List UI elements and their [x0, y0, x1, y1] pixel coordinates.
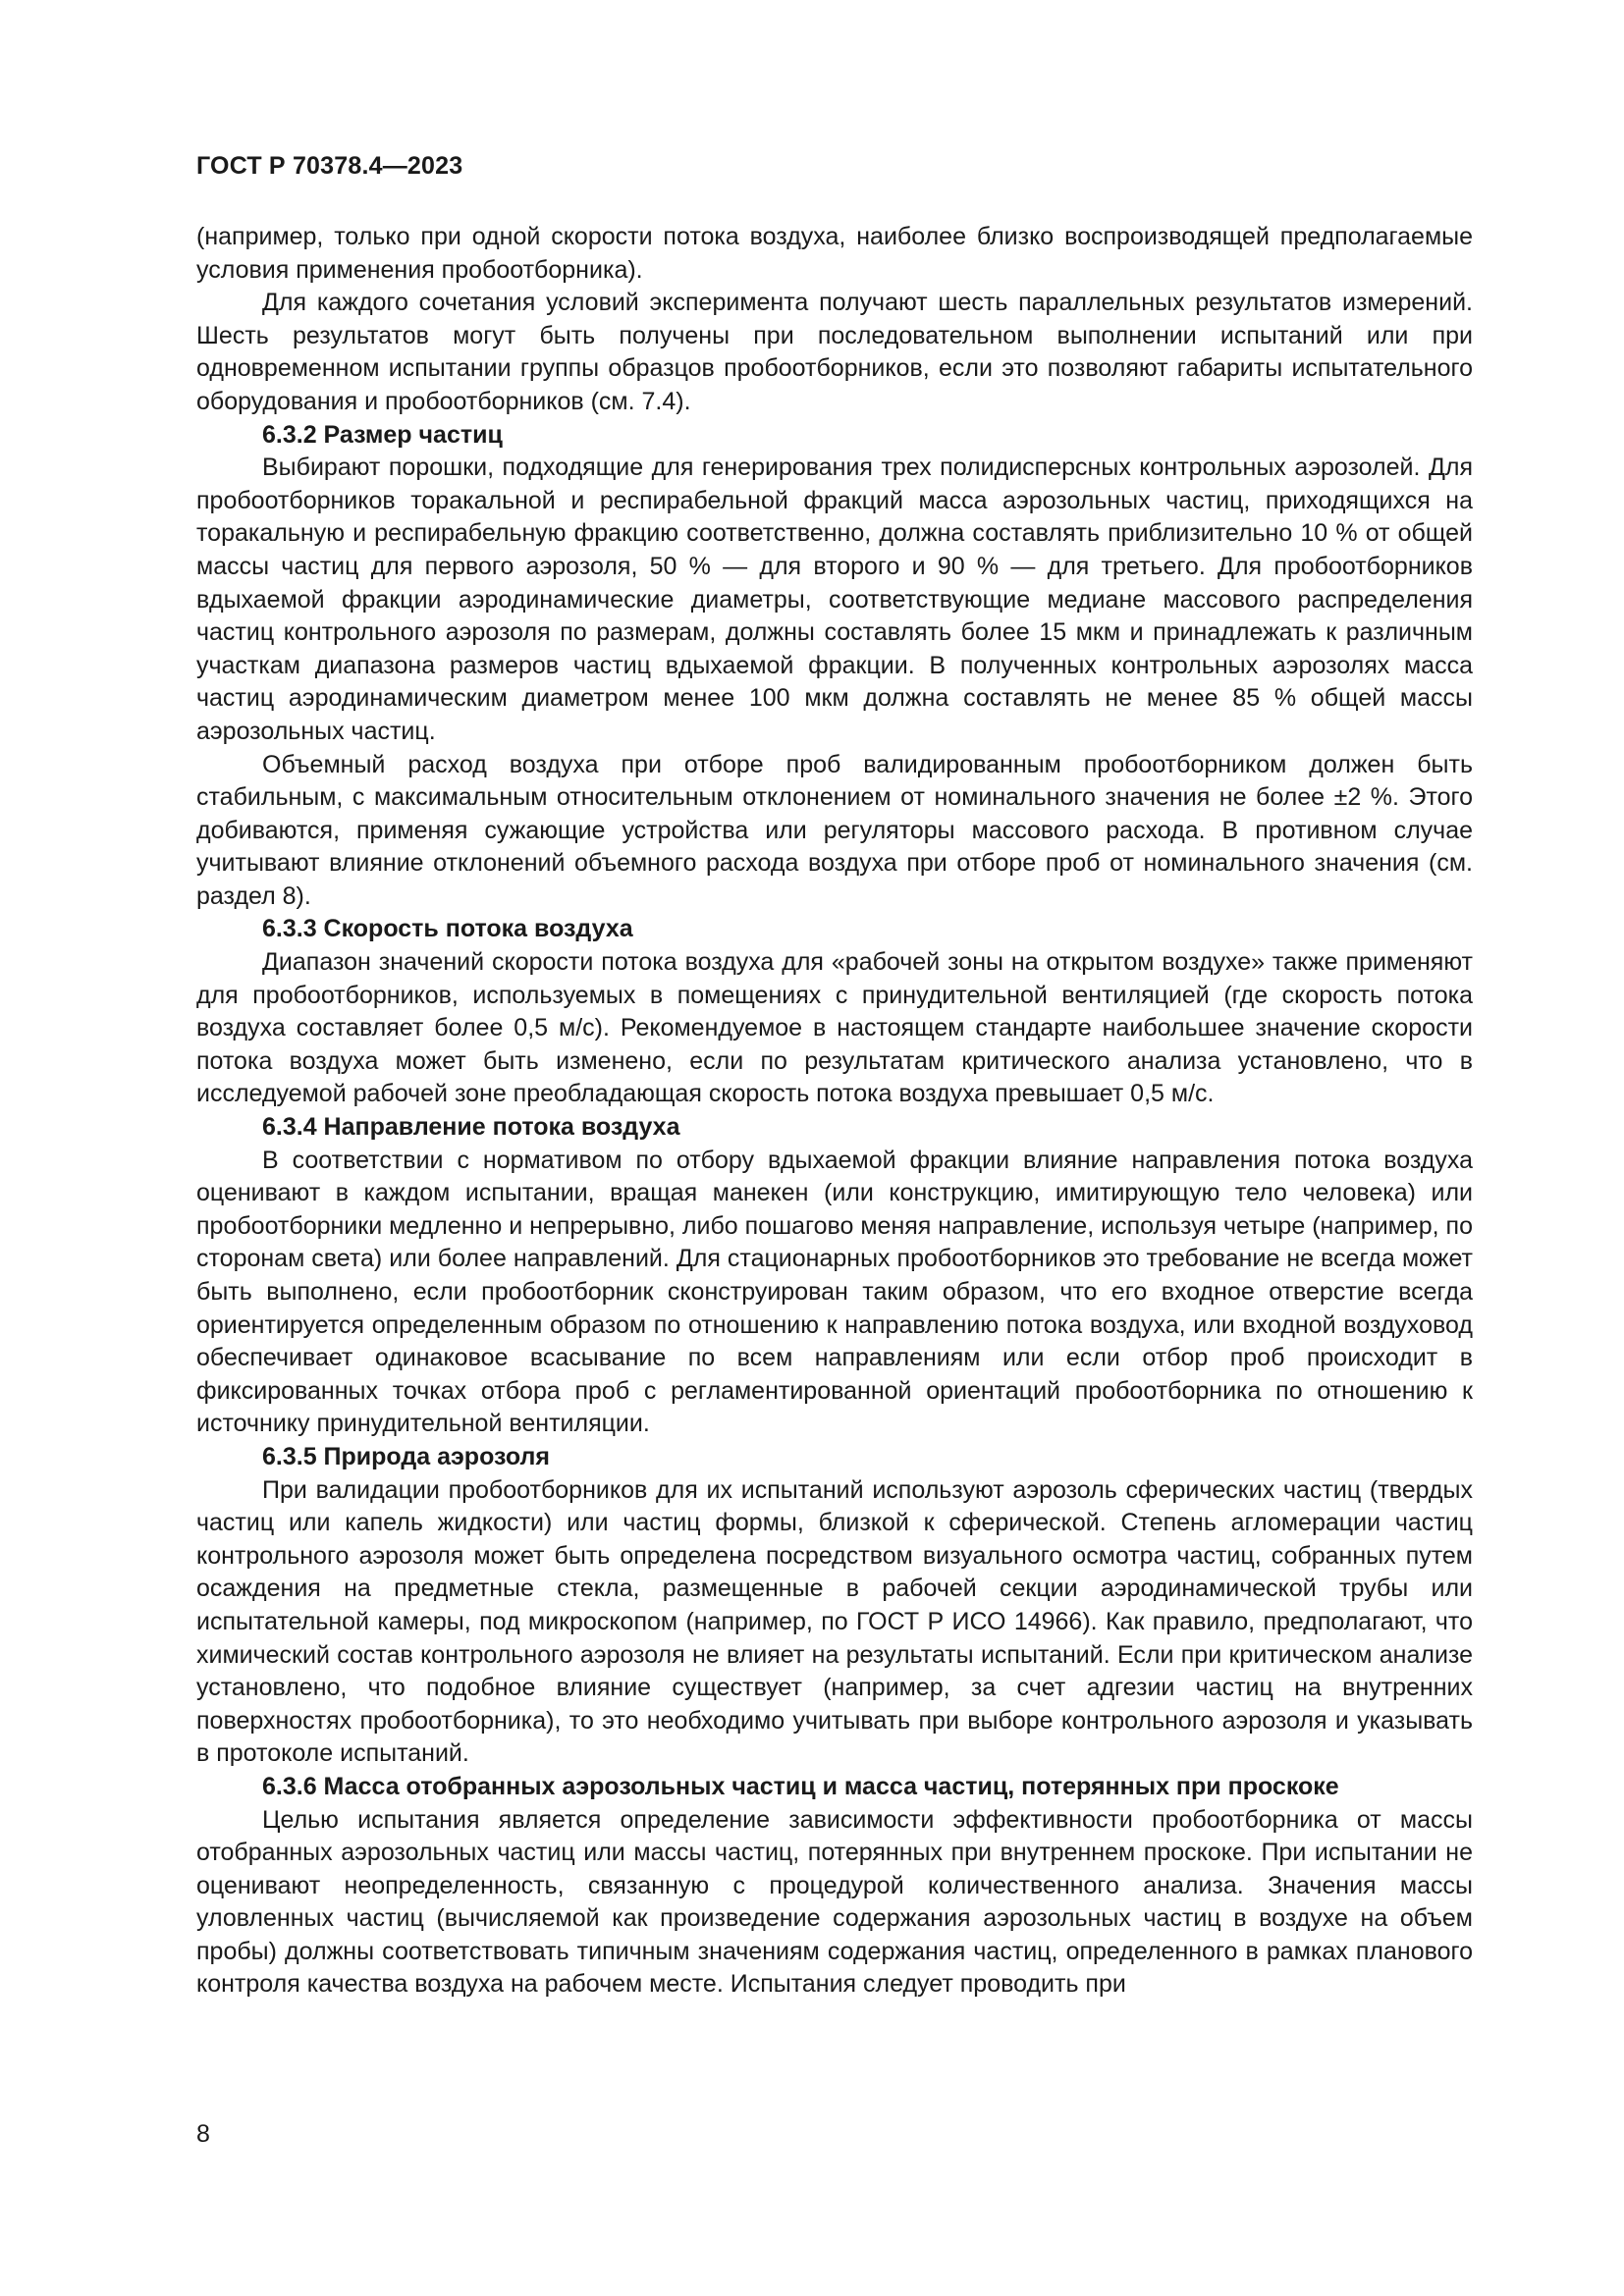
paragraph-air-direction: В соответствии с нормативом по отбору вдыхаемой фракции влияние направления потока воздуха оценивают в каждом испытании, вращая манекен (или конструкцию, имитирующую тело человека) или пробоотборники медленно и непрерывно, либо пошагово меняя направление, используя четыре (например, по сторонам света) или более направлений. Для стационарных пробоотборников это требование не всегда может быть выполнено, если пробоотборник сконструирован таким образом, что его входное отверстие всегда ориентируется определенным образом по отношению к направлению потока воздуха, или входной воздуховод обеспечивает одинаковое всасывание по всем направлениям или если отбор проб происходит в фиксированных точках отбора проб с регламентированной ориентаций пробоотборника по отношению к источнику принудительной вентиляции.: [196, 1146, 1473, 1438]
section-heading-6-3-4: 6.3.4 Направление потока воздуха: [262, 1113, 680, 1142]
paragraph-air-velocity: Диапазон значений скорости потока воздуха для «рабочей зоны на открытом воздухе» также применяют для пробоотборников, используемых в помещениях с принудительной вентиляцией (где скорость потока воздуха составляет более 0,5 м/с). Рекомендуемое в настоящем стандарте наибольшее значение скорости потока воздуха может быть изменено, если по результатам критического анализа установлено, что в исследуемой рабочей зоне преобладающая скорость потока воздуха превышает 0,5 м/с.: [196, 948, 1473, 1108]
paragraph-volume-flow: Объемный расход воздуха при отборе проб валидированным пробоотборником должен быть стабильным, с максимальным относительным отклонением от номинального значения не более ±2 %. Этого добиваются, применяя сужающие устройства или регуляторы массового расхода. В противном случае учитывают влияние отклонений объемного расхода воздуха при отборе проб от номинального значения (см. раздел 8).: [196, 750, 1473, 910]
paragraph-particle-mass: Целью испытания является определение зависимости эффективности пробоотборника от массы отобранных аэрозольных частиц или массы частиц, потерянных при внутреннем проскоке. При испытании не оценивают неопределенность, связанную с процедурой количественного анализа. Значения массы уловленных частиц (вычисляемой как произведение содержания аэрозольных частиц в воздухе на объем пробы) должны соответствовать типичным значениям содержания частиц, определенного в рамках планового контроля качества воздуха на рабочем месте. Испытания следует проводить при: [196, 1805, 1473, 1999]
section-heading-6-3-5: 6.3.5 Природа аэрозоля: [262, 1442, 550, 1470]
section-heading-6-3-6: 6.3.6 Масса отобранных аэрозольных частиц и масса частиц, потерянных при проскоке: [262, 1772, 1339, 1800]
paragraph-particle-size: Выбирают порошки, подходящие для генерирования трех полидисперсных контрольных аэрозолей. Для пробоотборников торакальной и респирабельной фракций масса аэрозольных частиц, приходящихся на торакальную и респирабельную фракцию соответственно, должна составлять приблизительно 10 % от общей массы частиц для первого аэрозоля, 50 % — для второго и 90 % — для третьего. Для пробоотборников вдыхаемой фракции аэродинамические диаметры, соответствующие медиане массового распределения частиц контрольного аэрозоля по размерам, должны составлять более 15 мкм и принадлежать к различным участкам диапазона размеров частиц вдыхаемой фракции. В полученных контрольных аэрозолях масса частиц аэродинамическим диаметром менее 100 мкм должна составлять не менее 85 % общей массы аэрозольных частиц.: [196, 454, 1473, 745]
paragraph-continuation: (например, только при одной скорости потока воздуха, наиболее близко воспроизводящей предполагаемые условия применения пробоотборника).: [196, 223, 1473, 284]
page-body: [196, 221, 1473, 2002]
section-heading-6-3-3: 6.3.3 Скорость потока воздуха: [262, 915, 633, 943]
document-header: ГОСТ Р 70378.4—2023: [196, 152, 463, 180]
section-heading-6-3-2: 6.3.2 Размер частиц: [262, 420, 503, 449]
paragraph-parallel-results: Для каждого сочетания условий эксперимента получают шесть параллельных результатов измерений. Шесть результатов могут быть получены при последовательном выполнении испытаний или при одновременном испытании группы образцов пробоотборников, если это позволяют габариты испытательного оборудования и пробоотборников (см. 7.4).: [196, 289, 1473, 415]
page-number: 8: [196, 2120, 210, 2148]
paragraph-aerosol-nature: При валидации пробоотборников для их испытаний используют аэрозоль сферических частиц (твердых частиц или капель жидкости) или частиц формы, близкой к сферической. Степень агломерации частиц контрольного аэрозоля может быть определена посредством визуального осмотра частиц, собранных путем осаждения на предметные стекла, размещенные в рабочей секции аэродинамической трубы или испытательной камеры, под микроскопом (например, по ГОСТ Р ИСО 14966). Как правило, предполагают, что химический состав контрольного аэрозоля не влияет на результаты испытаний. Если при критическом анализе установлено, что подобное влияние существует (например, за счет адгезии частиц на внутренних поверхностях пробоотборника), то это необходимо учитывать при выборе контрольного аэрозоля и указывать в протоколе испытаний.: [196, 1475, 1473, 1768]
